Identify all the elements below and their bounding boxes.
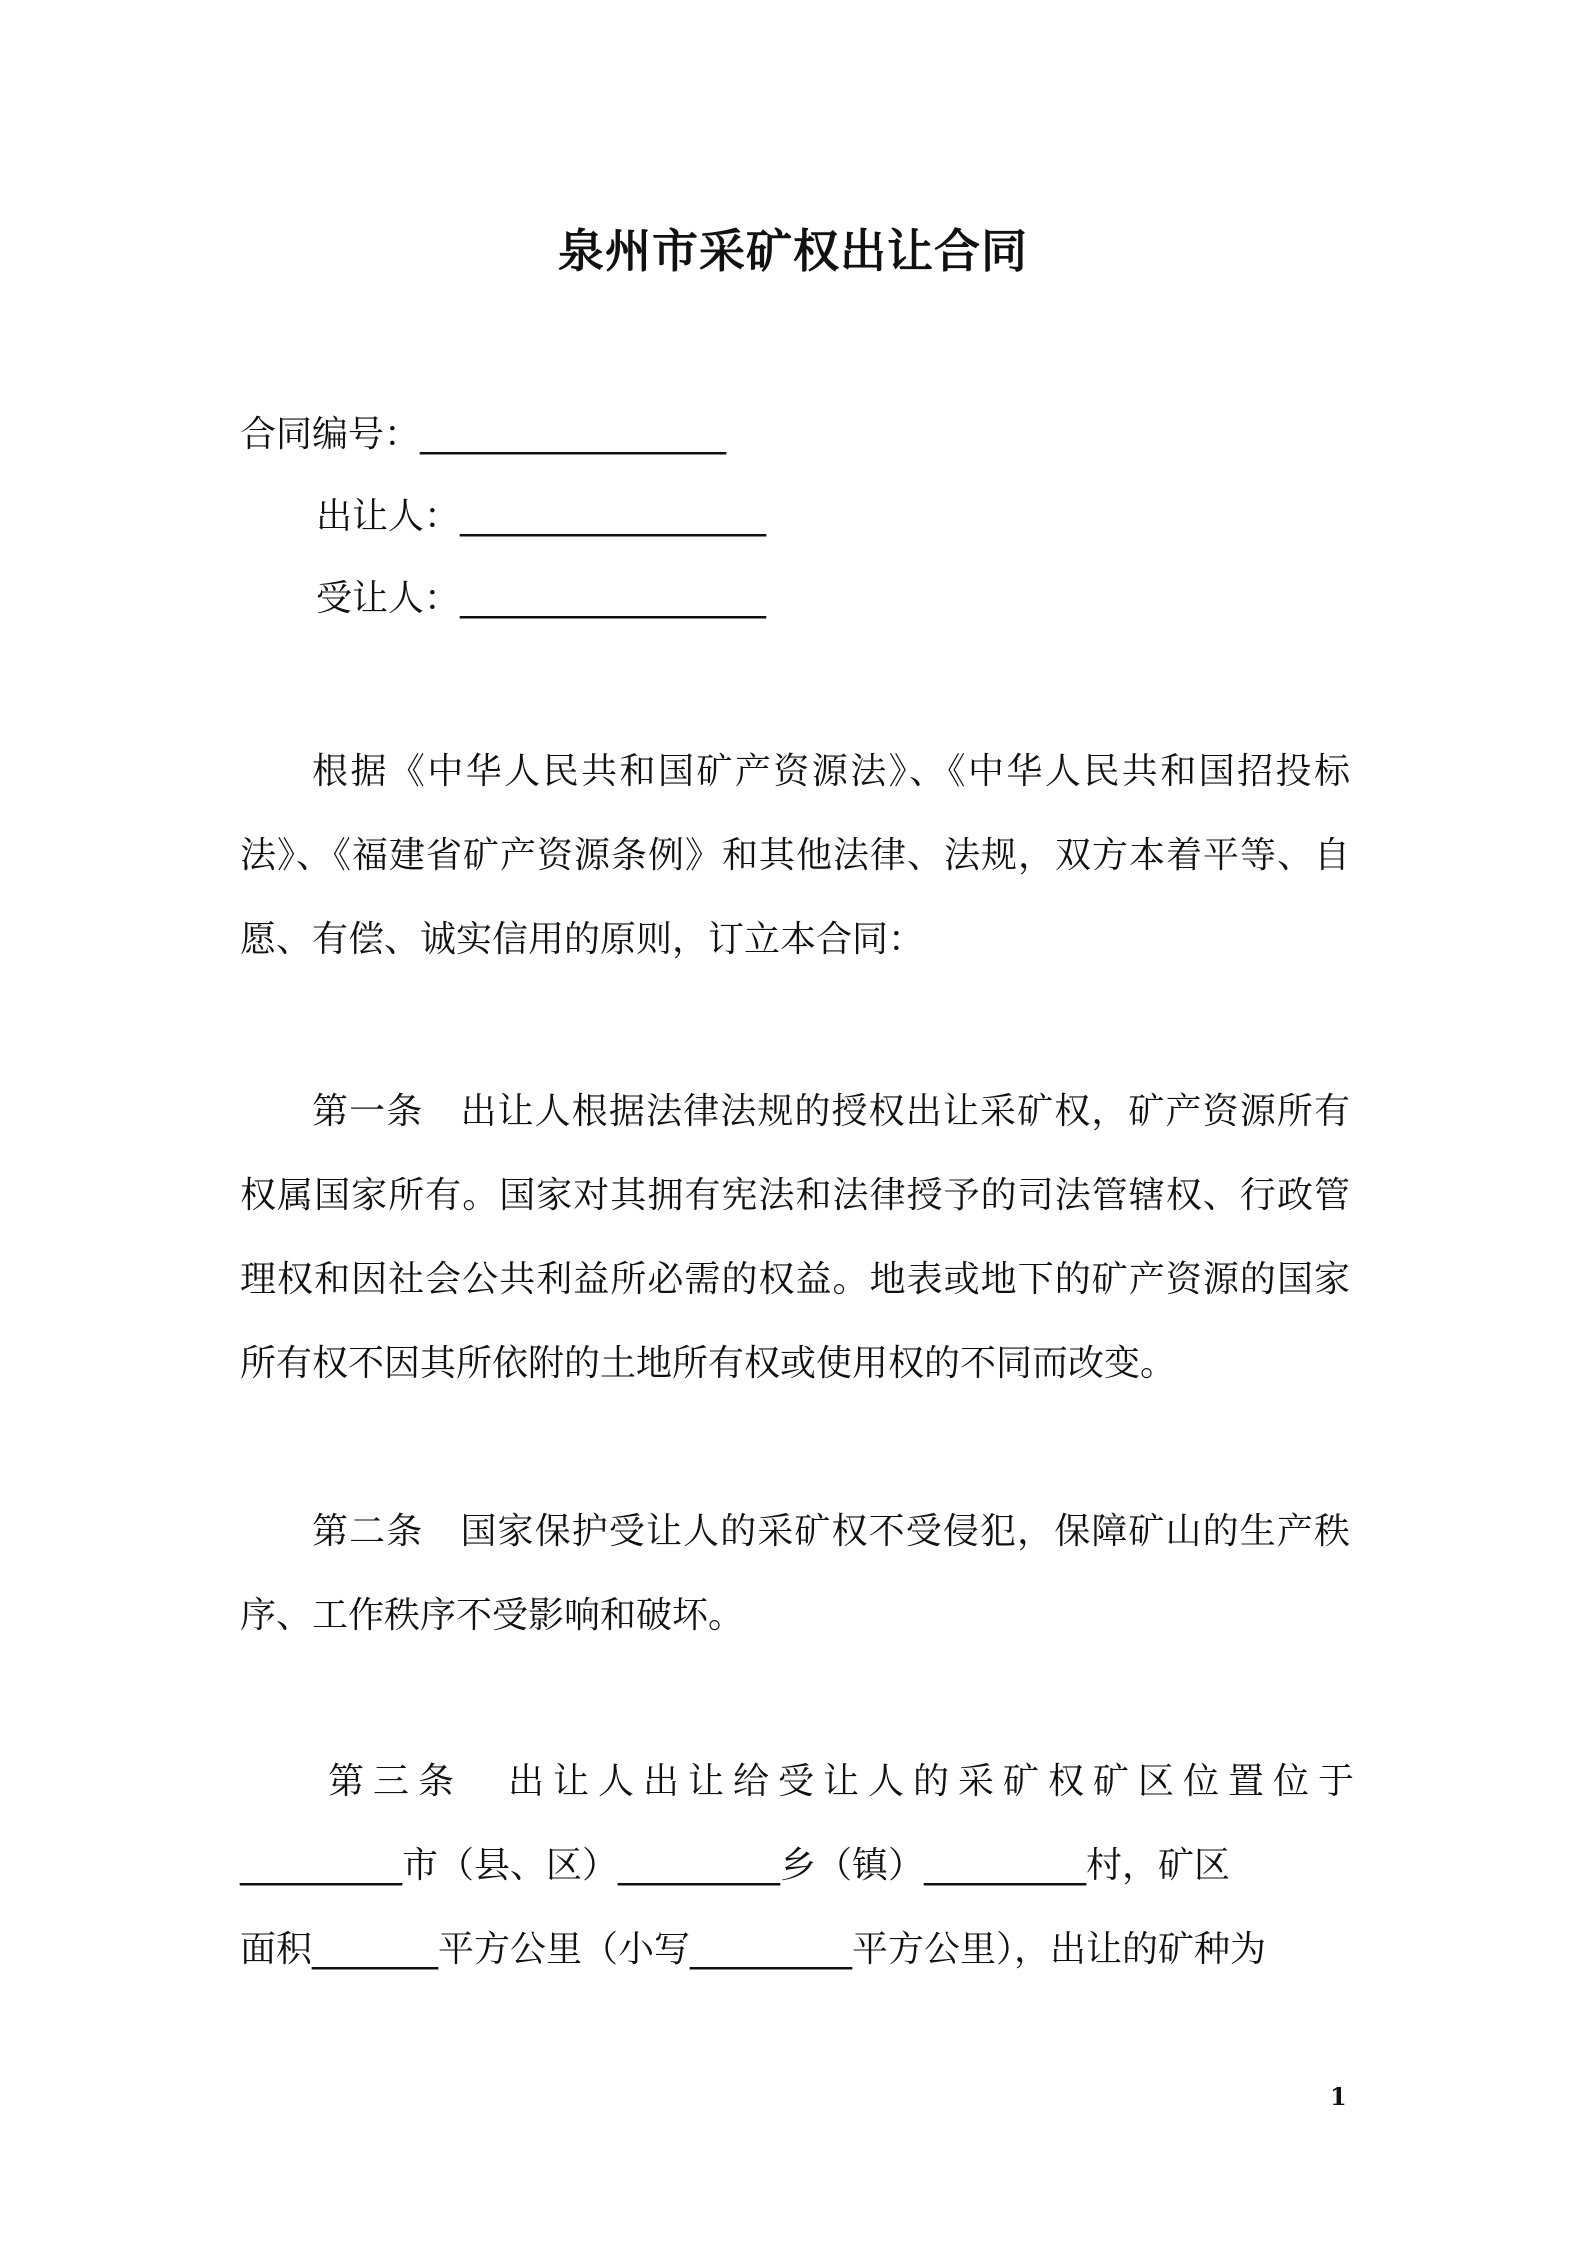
article-2-paragraph: 第二条 国家保护受让人的采矿权不受侵犯，保障矿山的生产秩序、工作秩序不受影响和破坏。 <box>240 1511 1350 1636</box>
document-title: 泉州市采矿权出让合同 <box>558 224 1028 278</box>
article-3-line-3: 面积_______平方公里（小写_________平方公里），出让的矿种为 <box>240 1929 1267 1970</box>
article-2-block <box>240 1490 1350 1658</box>
intro-paragraph-block <box>240 730 1350 982</box>
article-3-line-1: 第三条 出让人出让给受让人的采矿权矿区位置位于 <box>328 1761 1364 1802</box>
intro-paragraph: 根据《中华人民共和国矿产资源法》、《中华人民共和国招投标法》、《福建省矿产资源条例》和其他法律、法规，双方本着平等、自愿、有偿、诚实信用的原则，订立本合同： <box>240 751 1350 960</box>
transferee-field: 受让人：_________________ <box>316 578 767 619</box>
article-3-line-2: _________市（县、区）_________乡（镇）_________村，矿区 <box>240 1845 1231 1886</box>
contract-number-field: 合同编号：_________________ <box>240 414 727 455</box>
article-3-block <box>240 1740 1364 1992</box>
article-1-paragraph: 第一条 出让人根据法律法规的授权出让采矿权，矿产资源所有权属国家所有。国家对其拥有宪法和法律授予的司法管辖权、行政管理权和因社会公共利益所必需的权益。地表或地下的矿产资源的国家所有权不因其所依附的土地所有权或使用权的不同而改变。 <box>240 1091 1350 1384</box>
page-number: 1 <box>1330 2082 1347 2111</box>
article-1-block <box>240 1070 1350 1406</box>
transferor-field: 出让人：_________________ <box>316 496 767 537</box>
